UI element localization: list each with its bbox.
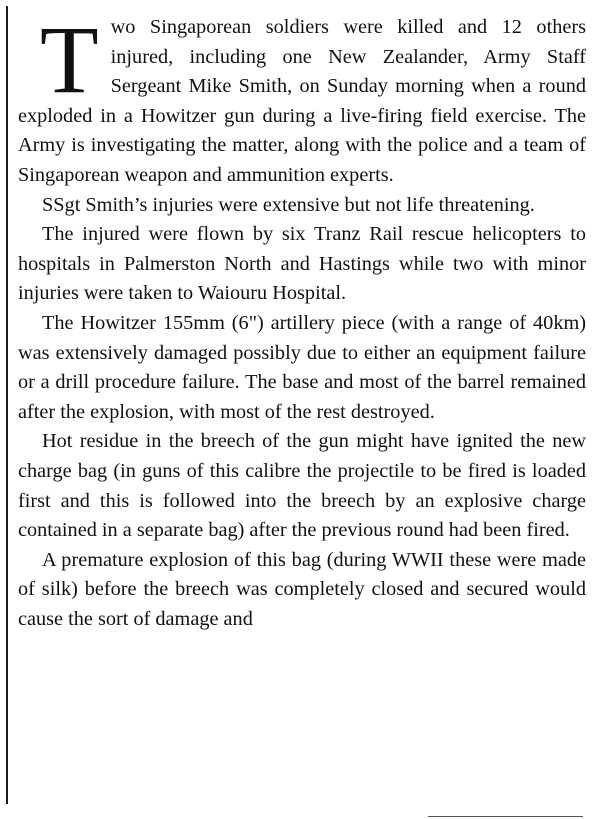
- lead-paragraph-text: wo Singaporean soldiers were killed and 12 others injured, including one New Zealander, Army Staff Sergeant Mike Smith, on Sunday morning when a round exploded in a Howitzer gun during a live-firing field exercise. The Army is investigating the matter, along with the police and a team of Singaporean weapon and ammunition experts.: [18, 16, 586, 186]
- bottom-rule: [428, 816, 583, 817]
- paragraph-rescue: The injured were flown by six Tranz Rail rescue helicopters to hospitals in Palmerston North and Hastings while two with minor injuries were taken to Waiouru Hospital.: [18, 223, 586, 305]
- paragraph-premature-explosion: A premature explosion of this bag (during WWII these were made of silk) before the breech was completely closed and secured would cause the sort of damage and: [18, 548, 586, 630]
- column-rule: [6, 6, 8, 804]
- paragraph-howitzer-damage: The Howitzer 155mm (6") artillery piece (with a range of 40km) was extensively damaged possibly due to either an equipment failure or a drill procedure failure. The base and most of the barrel remained after the explosion, with most of the rest destroyed.: [18, 311, 586, 423]
- paragraph-breech-residue: Hot residue in the breech of the gun might have ignited the new charge bag (in guns of this calibre the projectile to be fired is loaded first and this is followed into the breech by an explosive charge contained in a separate bag) after the previous round had been fired.: [18, 430, 586, 542]
- lead-paragraph: [18, 6, 586, 191]
- article-body: [18, 6, 586, 634]
- drop-cap: T: [40, 6, 99, 113]
- paragraph-injuries: SSgt Smith’s injuries were extensive but not life threatening.: [42, 193, 535, 216]
